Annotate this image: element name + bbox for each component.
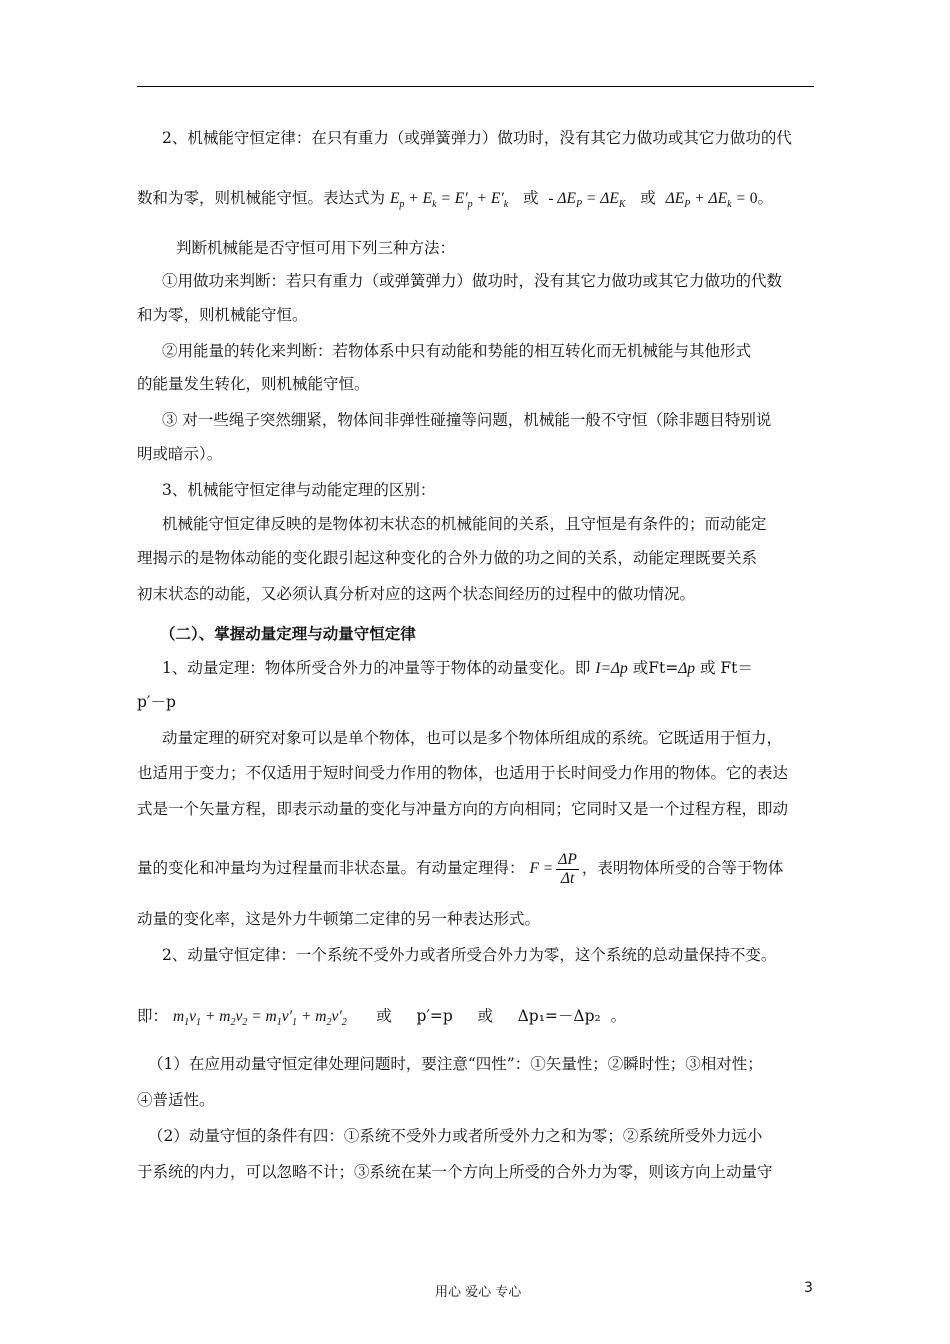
text: 或 bbox=[477, 1007, 493, 1025]
paragraph-line: p′－p bbox=[137, 693, 176, 711]
text: ，表明物体所受的合等于物体 bbox=[581, 859, 784, 877]
formula-impulse: I=Δp bbox=[595, 660, 628, 677]
paragraph-line: 初末状态的动能，又必须认真分析对应的这两个状态间经历的过程中的做功情况。 bbox=[137, 585, 696, 603]
paragraph-line: 的能量发生转化，则机械能守恒。 bbox=[137, 375, 370, 393]
paragraph-line: 2、动量守恒定律：一个系统不受外力或者所受合外力为零，这个系统的总动量保持不变。 bbox=[162, 946, 777, 964]
text: 或 bbox=[640, 189, 656, 207]
paragraph-line: 3、机械能守恒定律与动能定理的区别： bbox=[162, 481, 436, 499]
paragraph-line: ①用做功来判断：若只有重力（或弹簧弹力）做功时，没有其它力做功或其它力做功的代数 bbox=[162, 272, 783, 290]
paragraph-line: 理揭示的是物体动能的变化跟引起这种变化的合外力做的功之间的关系，动能定理既要关系 bbox=[137, 549, 758, 567]
formula-delta-p: Δp bbox=[678, 660, 696, 677]
page-number: 3 bbox=[804, 1280, 813, 1296]
paragraph-line: 动量定理的研究对象可以是单个物体，也可以是多个物体所组成的系统。它既适用于恒力， bbox=[162, 729, 783, 747]
text: 即： bbox=[137, 1007, 169, 1025]
formula-delta-p-pair: Δp₁=－Δp₂ bbox=[517, 1007, 601, 1025]
text: 或 bbox=[376, 1007, 392, 1025]
paragraph-line: 动量的变化率，这是外力牛顿第二定律的另一种表达形式。 bbox=[137, 910, 541, 928]
footer-text: 用心 爱心 专心 bbox=[435, 1285, 522, 1300]
text: 或 bbox=[522, 189, 539, 207]
text: 数和为零，则机械能守恒。表达式为 bbox=[137, 189, 386, 207]
formula-p-equal: p′=p bbox=[416, 1007, 453, 1025]
paragraph-line: （1）在应用动量守恒定律处理问题时，要注意“四性”：①矢量性；②瞬时性；③相对性； bbox=[148, 1055, 763, 1073]
formula-momentum-conservation: $m_1v_1 + m_2v_2 = m_1v'_1 + m_2v'_2$ bbox=[172, 1008, 347, 1029]
paragraph-line bbox=[137, 1006, 817, 1033]
formula-energy-zero: $\Delta E_P + \Delta E_k = 0$ bbox=[665, 190, 758, 211]
paragraph-line: （2）动量守恒的条件有四：①系统不受外力或者所受外力之和为零；②系统所受外力远小 bbox=[148, 1127, 763, 1145]
paragraph-line: ③ 对一些绳子突然绷紧，物体间非弹性碰撞等问题，机械能一般不守恒（除非题目特别说 bbox=[162, 411, 772, 429]
paragraph-line: 和为零，则机械能守恒。 bbox=[137, 306, 308, 324]
paragraph-line: ②用能量的转化来判断：若物体系中只有动能和势能的相互转化而无机械能与其他形式 bbox=[162, 342, 752, 360]
paragraph-line: ④普适性。 bbox=[137, 1091, 215, 1109]
section-heading: （二）、掌握动量定理与动量守恒定律 bbox=[160, 624, 416, 643]
paragraph-line: 明或暗示）。 bbox=[137, 445, 223, 463]
paragraph-line bbox=[137, 188, 817, 215]
paragraph-line: 2、机械能守恒定律：在只有重力（或弹簧弹力）做功时，没有其它力做功或其它力做功的代 bbox=[162, 129, 792, 147]
text: 或 Ft＝ bbox=[700, 659, 753, 677]
text: 或Ft= bbox=[632, 659, 679, 677]
formula-energy-sum: $E_p + E_k = E'_p + E'_k$ bbox=[389, 190, 509, 211]
text: 量的变化和冲量均为过程量而非状态量。有动量定理得： bbox=[137, 859, 525, 877]
paragraph-line: 式是一个矢量方程，即表示动量的变化与冲量方向的方向相同；它同时又是一个过程方程，即动 bbox=[137, 800, 789, 818]
header-rule bbox=[137, 86, 814, 87]
text: 。 bbox=[610, 1007, 627, 1025]
paragraph-line: 机械能守恒定律反映的是物体初末状态的机械能间的关系，且守恒是有条件的；而动能定 bbox=[162, 515, 767, 533]
text: 1、动量定理：物体所受合外力的冲量等于物体的动量变化。即 bbox=[162, 659, 591, 677]
paragraph-line bbox=[137, 848, 817, 889]
paragraph-line bbox=[162, 658, 842, 679]
formula-force-rate: F = $\frac{\Delta P}{\Delta t}$ bbox=[529, 850, 577, 887]
paragraph-line: 于系统的内力，可以忽略不计；③系统在某一个方向上所受的合外力为零，则该方向上动量守 bbox=[137, 1163, 773, 1181]
paragraph-line: 也适用于变力；不仅适用于短时间受力作用的物体，也适用于长时间受力作用的物体。它的表达 bbox=[137, 764, 789, 782]
paragraph-line: 判断机械能是否守恒可用下列三种方法： bbox=[176, 239, 456, 257]
formula-energy-delta: - $\Delta E_P = \Delta E_K$ bbox=[548, 190, 626, 211]
text: 。 bbox=[757, 189, 774, 207]
